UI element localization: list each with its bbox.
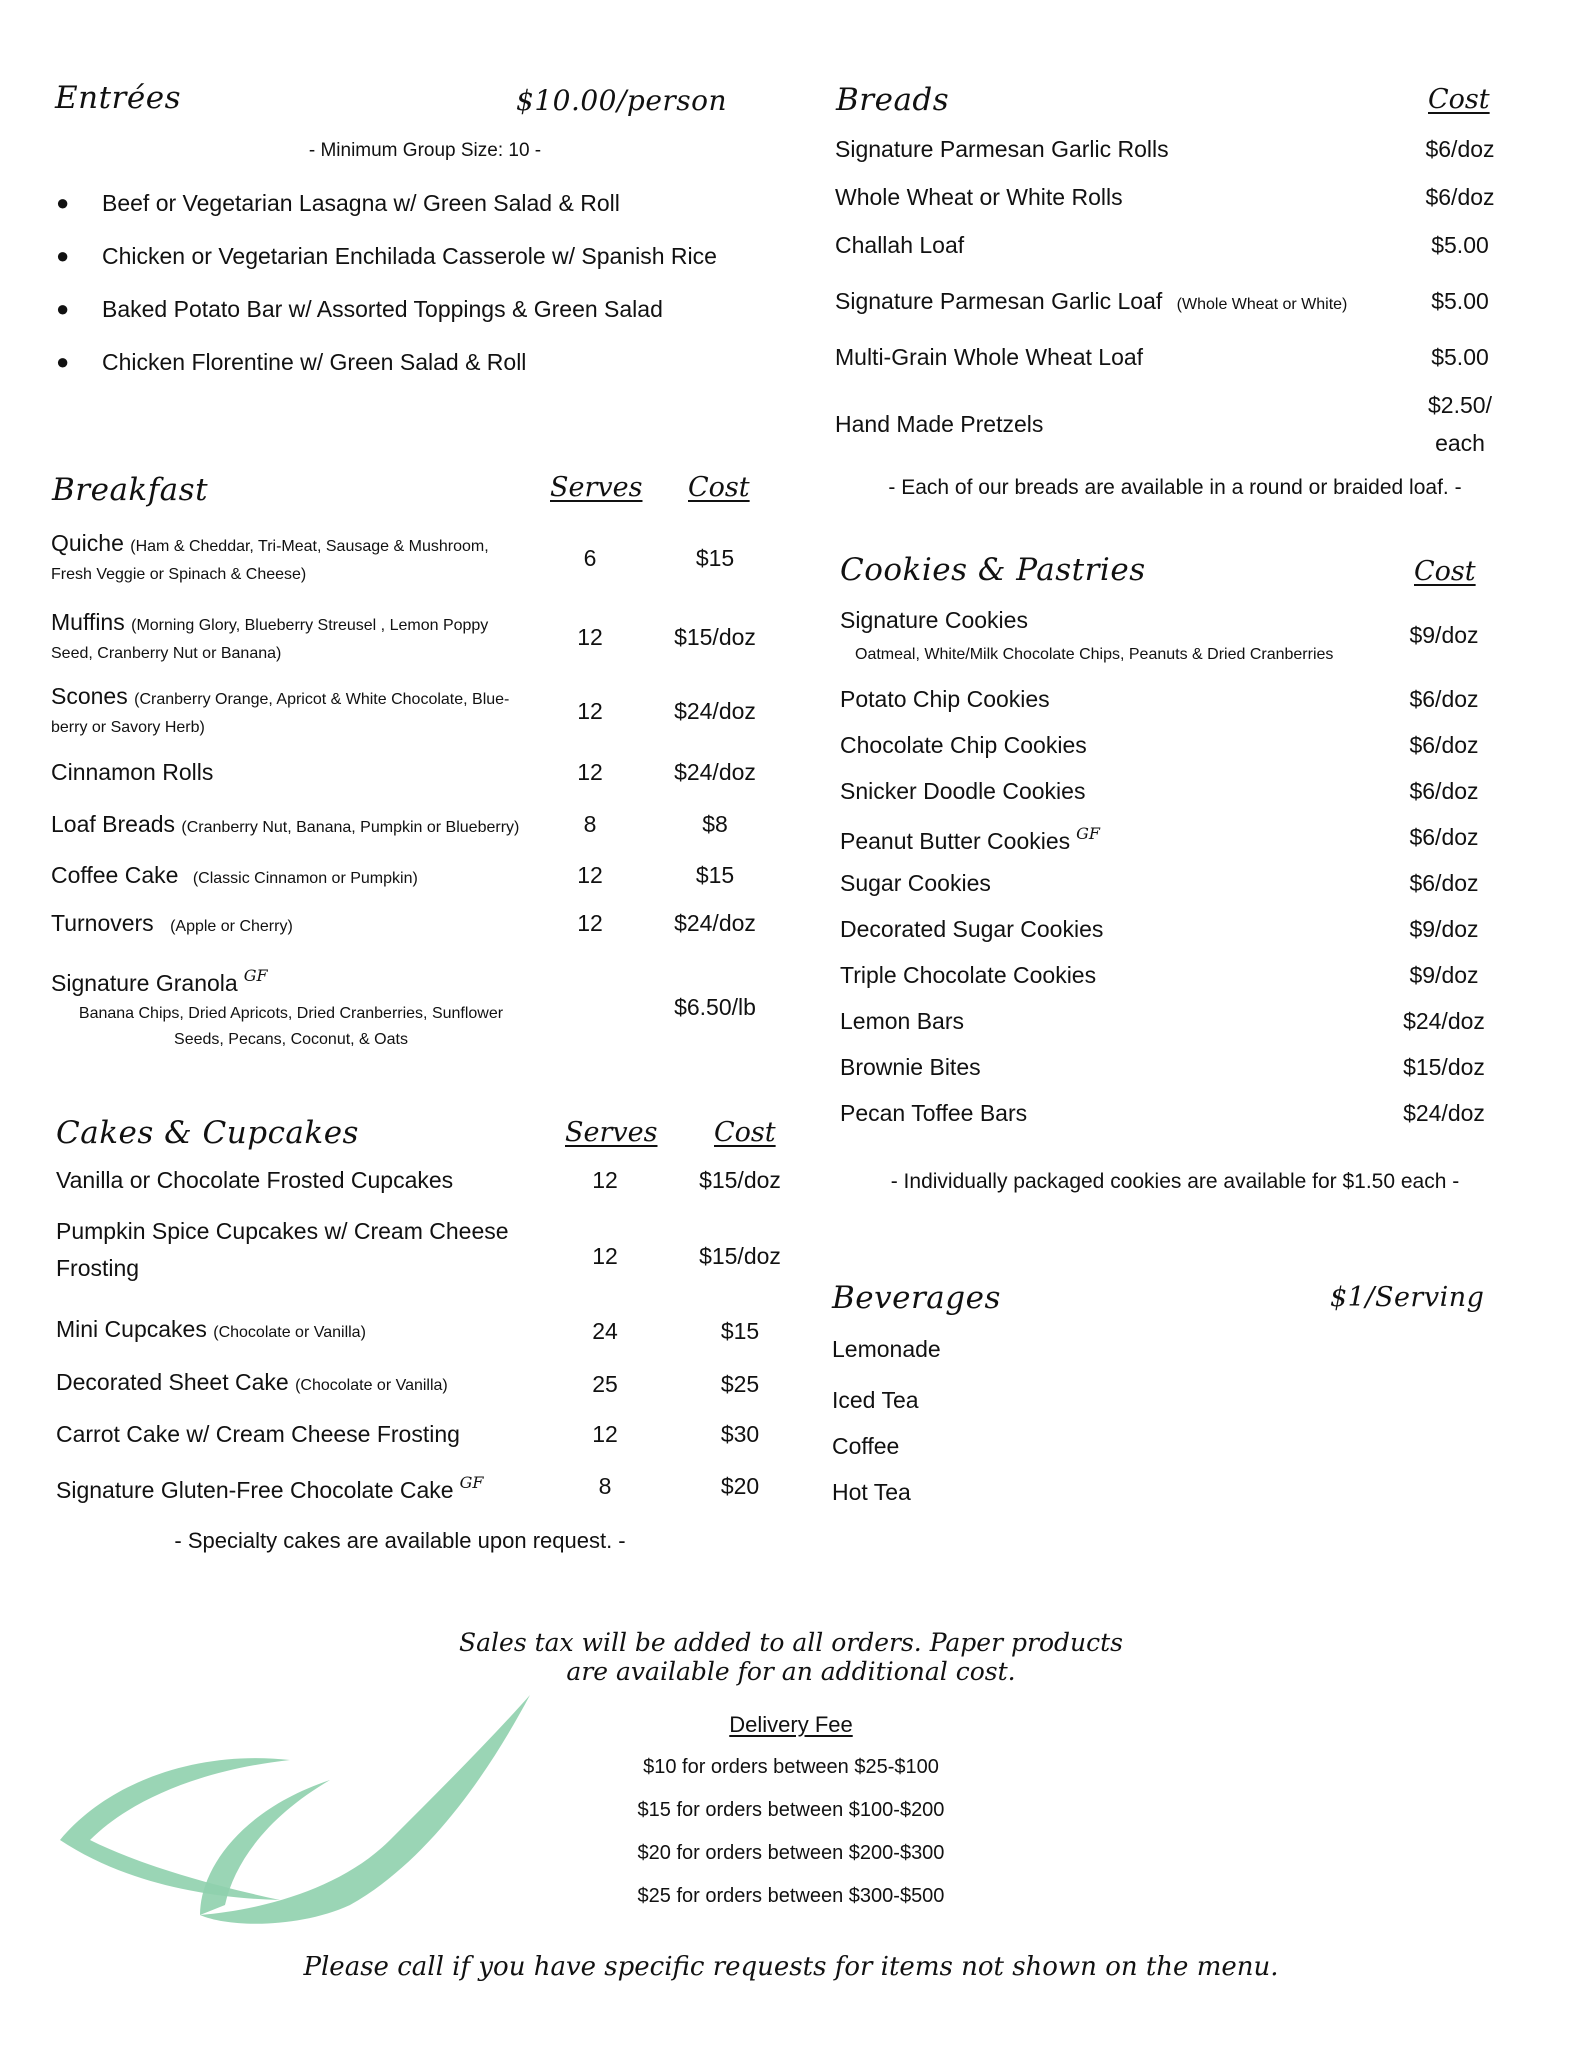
breakfast-serves: 12 <box>577 759 603 785</box>
breakfast-item-name: Muffins <box>51 609 125 635</box>
cakes-item-name: Pumpkin Spice Cupcakes w/ Cream Cheese <box>56 1218 509 1244</box>
breakfast-item-name: Loaf Breads <box>51 811 176 837</box>
breakfast-serves: 6 <box>583 545 597 571</box>
cookie-item-detail: Oatmeal, White/Milk Chocolate Chips, Peanuts & Dried Cranberries <box>855 646 1334 663</box>
cakes-item <box>56 1369 448 1396</box>
leaf-icon <box>50 1690 550 1930</box>
cookie-item-name: Triple Chocolate Cookies <box>840 962 1097 988</box>
breakfast-serves: 12 <box>577 624 603 650</box>
bread-cost: $5.00 <box>1431 232 1489 258</box>
cakes-cost-header: Cost <box>714 1117 776 1148</box>
breakfast-item-detail: (Classic Cinnamon or Pumpkin) <box>192 870 418 887</box>
cakes-cost: $15 <box>720 1318 760 1344</box>
cakes-item-name: Vanilla or Chocolate Frosted Cupcakes <box>56 1167 454 1193</box>
breakfast-cost: $24/doz <box>674 910 756 936</box>
breakfast-item-detail: berry or Savory Herb) <box>51 719 205 736</box>
tax-note-line2: are available for an additional cost. <box>566 1657 1016 1686</box>
cakes-item-detail: (Chocolate or Vanilla) <box>213 1324 366 1341</box>
cookie-cost: $15/doz <box>1403 1054 1485 1080</box>
bullet-icon: ● <box>56 243 70 268</box>
cakes-item-name: Frosting <box>56 1255 140 1281</box>
bread-cost-unit: each <box>1435 430 1485 456</box>
bread-item-name: Multi-Grain Whole Wheat Loaf <box>835 344 1144 370</box>
bullet-icon: ● <box>56 190 70 215</box>
entree-item: Chicken or Vegetarian Enchilada Casserole w/ Spanish Rice <box>102 243 717 269</box>
entree-item: Baked Potato Bar w/ Assorted Toppings & Green Salad <box>102 296 663 322</box>
cookie-item-name: Peanut Butter Cookies <box>840 828 1071 854</box>
breakfast-item-detail: Seed, Cranberry Nut or Banana) <box>51 645 282 662</box>
cakes-item <box>56 1316 366 1343</box>
bread-item-name: Whole Wheat or White Rolls <box>835 184 1123 210</box>
cakes-serves: 12 <box>592 1167 618 1193</box>
tax-note-line1: Sales tax will be added to all orders. Paper products <box>459 1628 1123 1657</box>
cakes-serves: 8 <box>598 1473 612 1499</box>
breakfast-cost-header: Cost <box>688 472 750 503</box>
cookies-note: - Individually packaged cookies are available for $1.50 each - <box>890 1170 1460 1193</box>
beverage-item: Iced Tea <box>832 1387 919 1413</box>
gluten-free-badge: GF <box>459 1473 484 1492</box>
breakfast-item-detail: (Apple or Cherry) <box>170 918 293 935</box>
breakfast-cost: $24/doz <box>674 759 756 785</box>
cookie-cost: $24/doz <box>1403 1100 1485 1126</box>
cookie-cost: $6/doz <box>1409 732 1479 758</box>
cakes-cost: $25 <box>720 1371 760 1397</box>
breakfast-serves-header: Serves <box>550 472 643 503</box>
breakfast-item-name: Turnovers <box>51 910 154 936</box>
cookie-item-name: Chocolate Chip Cookies <box>840 732 1087 758</box>
bread-cost: $6/doz <box>1425 184 1495 210</box>
cakes-item-name: Signature Gluten-Free Chocolate Cake <box>56 1477 454 1503</box>
cookies-title: Cookies & Pastries <box>840 552 1146 588</box>
cookie-cost: $24/doz <box>1403 1008 1485 1034</box>
cakes-cost: $15/doz <box>699 1167 781 1193</box>
cakes-item <box>56 1473 484 1504</box>
entree-item: Chicken Florentine w/ Green Salad & Roll <box>102 349 527 375</box>
cookie-item-name: Potato Chip Cookies <box>840 686 1050 712</box>
bread-item-detail: (Whole Wheat or White) <box>1176 296 1348 313</box>
cookie-cost: $6/doz <box>1409 686 1479 712</box>
bread-item-name: Hand Made Pretzels <box>835 411 1044 437</box>
breakfast-item-detail: (Cranberry Nut, Banana, Pumpkin or Blueberry) <box>181 819 520 836</box>
breakfast-item-name: Cinnamon Rolls <box>51 759 214 785</box>
cookies-cost-header: Cost <box>1414 556 1476 587</box>
cookie-item-name: Decorated Sugar Cookies <box>840 916 1104 942</box>
breakfast-item-detail: (Ham & Cheddar, Tri-Meat, Sausage & Mushroom, <box>130 538 489 555</box>
entree-item: Beef or Vegetarian Lasagna w/ Green Salad & Roll <box>102 190 620 216</box>
breakfast-item <box>51 910 293 937</box>
gluten-free-badge: GF <box>1076 824 1101 843</box>
breakfast-item <box>51 811 519 838</box>
cookie-item-name: Sugar Cookies <box>840 870 991 896</box>
breakfast-item <box>51 862 418 889</box>
breakfast-item <box>51 530 489 557</box>
bread-item-name: Challah Loaf <box>835 232 965 258</box>
cakes-serves: 12 <box>592 1243 618 1269</box>
breakfast-item-detail: (Morning Glory, Blueberry Streusel , Lemon Poppy <box>131 617 489 634</box>
cookie-item-name: Lemon Bars <box>840 1008 965 1034</box>
cookie-cost: $9/doz <box>1409 622 1479 648</box>
cookie-cost: $9/doz <box>1409 962 1479 988</box>
cakes-serves: 12 <box>592 1421 618 1447</box>
breakfast-item-name: Scones <box>51 683 128 709</box>
cakes-item-name: Decorated Sheet Cake <box>56 1369 289 1395</box>
bread-item-name: Signature Parmesan Garlic Loaf <box>835 288 1163 314</box>
cookie-item-name: Pecan Toffee Bars <box>840 1100 1028 1126</box>
breakfast-cost: $15 <box>695 862 735 888</box>
breakfast-serves: 8 <box>583 811 597 837</box>
breakfast-serves: 12 <box>577 910 603 936</box>
cakes-serves: 25 <box>592 1371 618 1397</box>
breakfast-item <box>51 683 509 710</box>
entrees-price: $10.00/person <box>516 84 728 117</box>
cakes-cost: $20 <box>720 1473 760 1499</box>
cookie-cost: $6/doz <box>1409 824 1479 850</box>
breads-cost-header: Cost <box>1428 84 1490 115</box>
cookie-item <box>840 824 1100 855</box>
breakfast-item-name: Quiche <box>51 530 124 556</box>
cakes-serves-header: Serves <box>565 1117 658 1148</box>
cookie-item-name: Signature Cookies <box>840 607 1028 633</box>
delivery-fee-row: $15 for orders between $100-$200 <box>637 1799 945 1821</box>
breakfast-cost: $15/doz <box>674 624 756 650</box>
breakfast-cost: $24/doz <box>674 698 756 724</box>
bread-item-name: Signature Parmesan Garlic Rolls <box>835 136 1169 162</box>
beverage-item: Hot Tea <box>832 1479 911 1505</box>
bread-cost: $5.00 <box>1431 344 1489 370</box>
cookie-cost: $6/doz <box>1409 778 1479 804</box>
breakfast-item <box>51 609 488 636</box>
breads-title: Breads <box>836 82 950 118</box>
beverage-item: Lemonade <box>832 1336 941 1362</box>
cookie-item-name: Brownie Bites <box>840 1054 981 1080</box>
breakfast-serves: 12 <box>577 698 603 724</box>
breakfast-cost: $15 <box>695 545 735 571</box>
bread-cost: $6/doz <box>1425 136 1495 162</box>
breakfast-item-detail: (Cranberry Orange, Apricot & White Chocolate, Blue- <box>134 691 510 708</box>
breakfast-item-name: Coffee Cake <box>51 862 179 888</box>
delivery-fee-title: Delivery Fee <box>729 1712 853 1737</box>
breads-note: - Each of our breads are available in a round or braided loaf. - <box>888 476 1462 499</box>
bread-cost: $5.00 <box>1431 288 1489 314</box>
delivery-fee-row: $10 for orders between $25-$100 <box>643 1756 939 1778</box>
bullet-icon: ● <box>56 296 70 321</box>
beverages-price: $1/Serving <box>1330 1282 1485 1313</box>
call-note: Please call if you have specific requests for items not shown on the menu. <box>303 1952 1279 1982</box>
bullet-icon: ● <box>56 349 70 374</box>
breakfast-item-detail: Fresh Veggie or Spinach & Cheese) <box>51 566 307 583</box>
bread-item <box>835 288 1347 315</box>
cakes-item-name: Carrot Cake w/ Cream Cheese Frosting <box>56 1421 460 1447</box>
cookie-item-name: Snicker Doodle Cookies <box>840 778 1086 804</box>
cookie-cost: $6/doz <box>1409 870 1479 896</box>
cakes-title: Cakes & Cupcakes <box>56 1115 359 1151</box>
bread-cost: $2.50/ <box>1428 392 1492 418</box>
cakes-note: - Specialty cakes are available upon request. - <box>174 1528 626 1553</box>
cakes-serves: 24 <box>592 1318 618 1344</box>
beverages-title: Beverages <box>832 1280 1001 1316</box>
beverage-item: Coffee <box>832 1433 900 1459</box>
entrees-minimum: - Minimum Group Size: 10 - <box>308 140 542 161</box>
delivery-fee-row: $25 for orders between $300-$500 <box>637 1885 945 1907</box>
cakes-cost: $15/doz <box>699 1243 781 1269</box>
delivery-fee-row: $20 for orders between $200-$300 <box>637 1842 945 1864</box>
cookie-cost: $9/doz <box>1409 916 1479 942</box>
breakfast-item-detail: Seeds, Pecans, Coconut, & Oats <box>174 1031 408 1048</box>
cakes-item-name: Mini Cupcakes <box>56 1316 207 1342</box>
breakfast-item <box>51 966 268 997</box>
breakfast-serves: 12 <box>577 862 603 888</box>
breakfast-cost: $8 <box>702 811 728 837</box>
breakfast-title: Breakfast <box>52 472 209 508</box>
cakes-cost: $30 <box>720 1421 760 1447</box>
cakes-item-detail: (Chocolate or Vanilla) <box>295 1377 448 1394</box>
gluten-free-badge: GF <box>243 966 268 985</box>
entrees-title: Entrées <box>55 80 181 116</box>
breakfast-item-name: Signature Granola <box>51 970 238 996</box>
breakfast-cost: $6.50/lb <box>674 994 756 1020</box>
breakfast-item-detail: Banana Chips, Dried Apricots, Dried Cranberries, Sunflower <box>78 1005 504 1022</box>
